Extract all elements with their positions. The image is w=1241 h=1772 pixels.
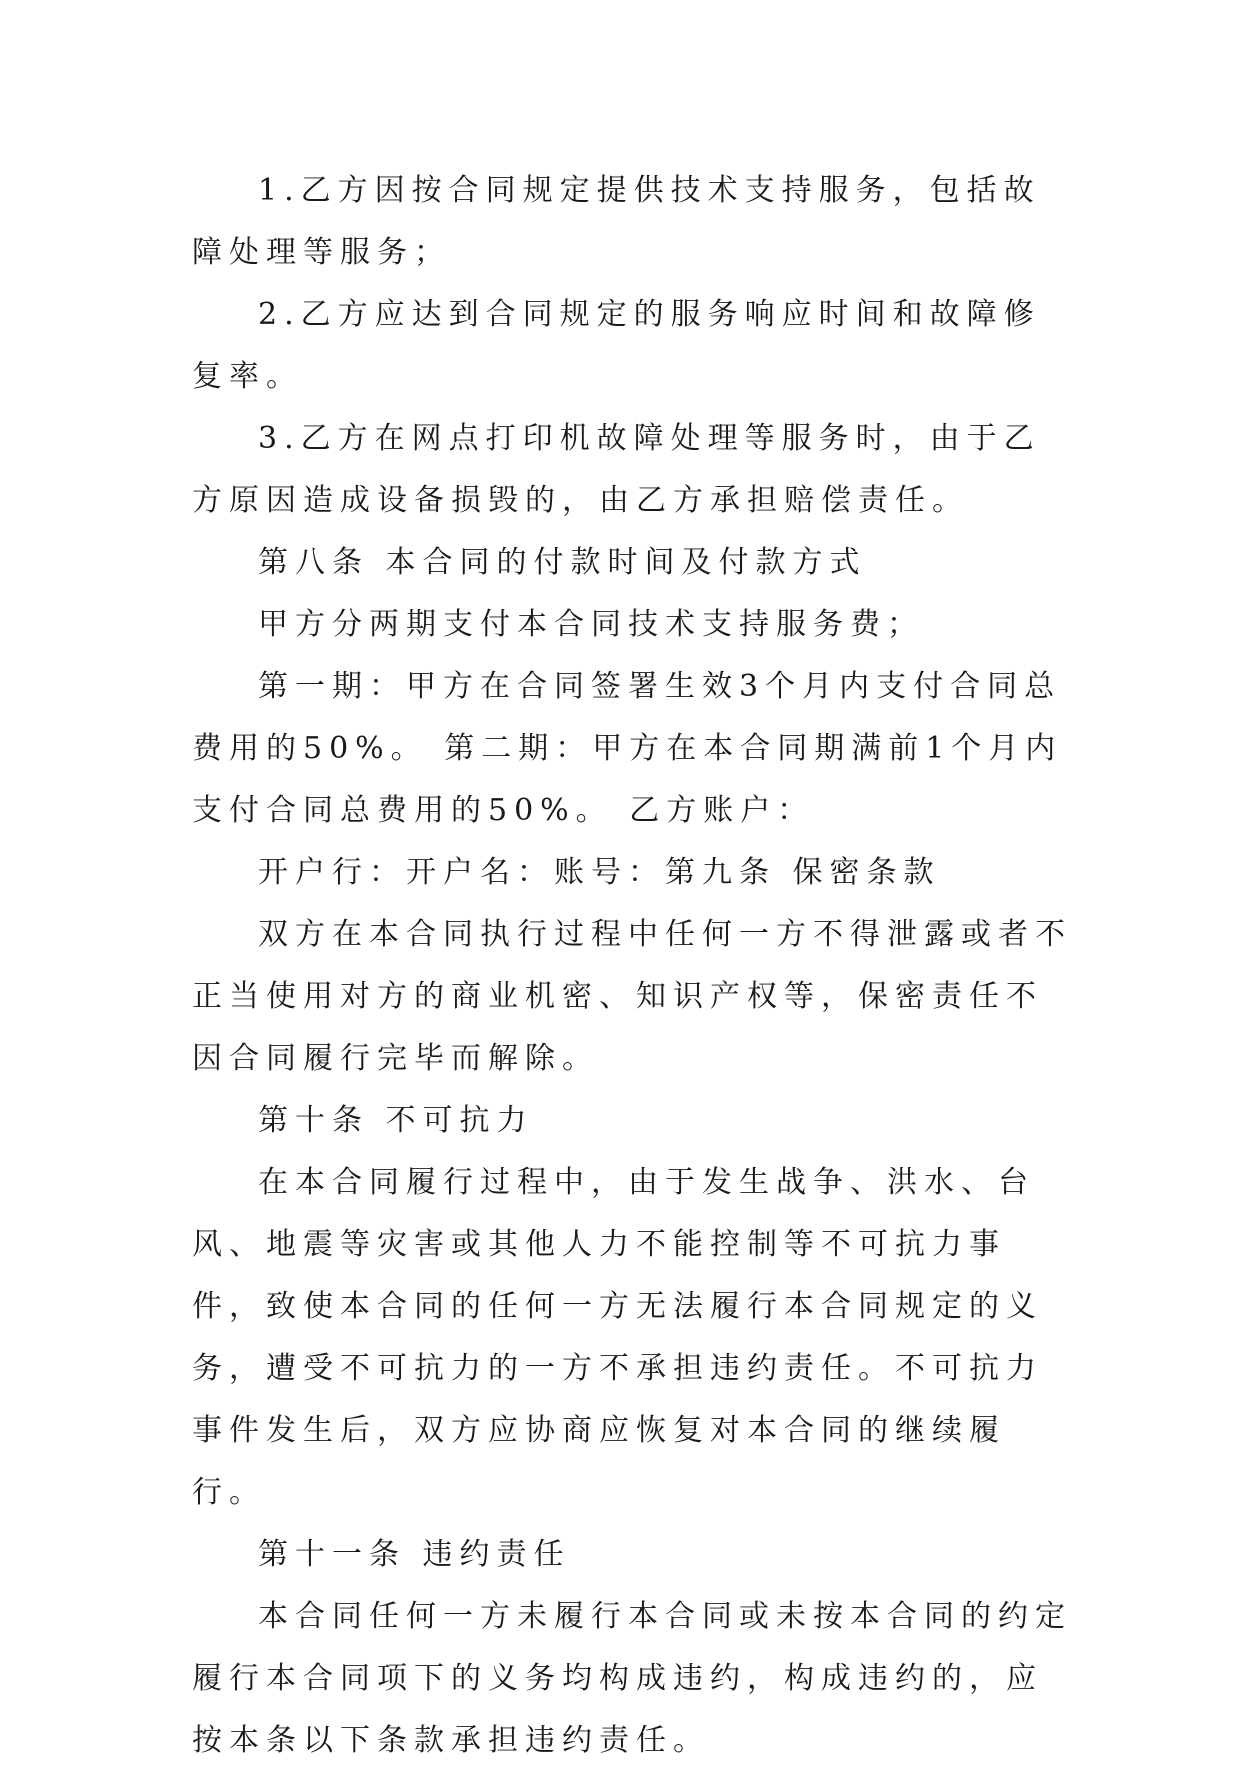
payment-terms: 第一期：甲方在合同签署生效3个月内支付合同总费用的50%。 第二期：甲方在本合同期满前1个月内支付合同总费用的50%。 乙方账户： (192, 669, 1063, 828)
clause-item-3: 3.乙方在网点打印机故障处理等服务时，由于乙方原因造成设备损毁的，由乙方承担赔偿责任。 (192, 421, 1041, 518)
force-majeure-text: 在本合同履行过程中，由于发生战争、洪水、台风、地震等灾害或其他人力不能控制等不可抗力事件，致使本合同的任何一方无法履行本合同规定的义务，遭受不可抗力的一方不承担违约责任。不可抗力事件发生后，双方应协商应恢复对本合同的继续履行。 (192, 1165, 1043, 1510)
article-11-heading: 第十一条 违约责任 (258, 1537, 571, 1572)
article-8-heading: 第八条 本合同的付款时间及付款方式 (258, 545, 867, 580)
document-body (192, 160, 1072, 1772)
payment-intro: 甲方分两期支付本合同技术支持服务费； (258, 607, 924, 642)
clause-item-2: 2.乙方应达到合同规定的服务响应时间和故障修复率。 (192, 297, 1041, 394)
article-10-heading: 第十条 不可抗力 (258, 1103, 534, 1138)
confidentiality-text: 双方在本合同执行过程中任何一方不得泄露或者不正当使用对方的商业机密、知识产权等，保密责任不因合同履行完毕而解除。 (192, 917, 1072, 1076)
bank-account-line: 开户行：开户名：账号：第九条 保密条款 (258, 855, 941, 890)
clause-item-1: 1.乙方因按合同规定提供技术支持服务，包括故障处理等服务； (192, 173, 1041, 270)
breach-liability-text: 本合同任何一方未履行本合同或未按本合同的约定履行本合同项下的义务均构成违约，构成违约的，应按本条以下条款承担违约责任。 (192, 1599, 1072, 1758)
